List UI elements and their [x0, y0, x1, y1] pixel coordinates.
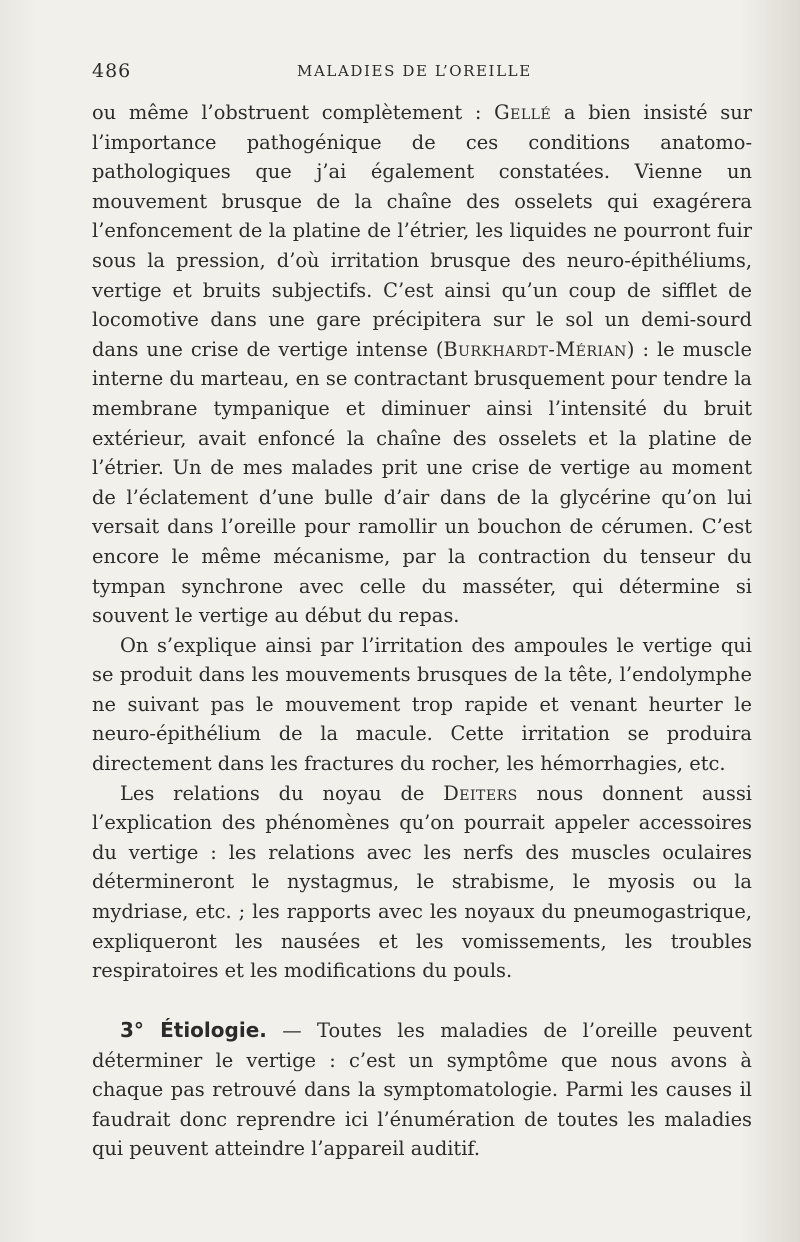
paragraph-1: ou même l’obstruent complètement : Gellé a bien insisté sur l’importance pathogénique de ces conditions anatomo-pathologiques que j’ai également constatées. Vienne un mouvement brusque de la chaîne des osselets qui exagérera l’enfoncement de la platine de l’étrier, les liquides ne pourront fuir sous la pression, d’où irritation brusque des neuro-épithéliums, vertige et bruits subjectifs. C’est ainsi qu’un coup de sifflet de locomotive dans une gare précipitera sur le sol un demi-sourd dans une crise de vertige intense (Burkhardt-Mérian) : le muscle interne du marteau, en se contractant brusquement pour tendre la membrane tympanique et diminuer ainsi l’intensité du bruit extérieur, avait enfoncé la chaîne des osselets et la platine de l’étrier. Un de mes malades prit une crise de vertige au moment de l’éclatement d’une bulle d’air dans de la glycérine qu’on lui versait dans l’oreille pour ramollir un bouchon de cérumen. C’est encore le même mécanisme, par la contraction du tenseur du tympan synchrone avec celle du masséter, qui détermine si souvent le vertige au début du repas. [92, 101, 752, 628]
running-head [92, 60, 752, 90]
section-heading: 3° Étiologie. [120, 1018, 267, 1042]
author-name-gelle: Gellé [494, 101, 552, 124]
page-number: 486 [92, 60, 132, 82]
running-title: MALADIES DE L’OREILLE [297, 62, 532, 80]
section-paragraph: 3° Étiologie. — Toutes les maladies de l’oreille peuvent déterminer le vertige : c’est un symptôme que nous avons à chaque pas retrouvé dans la symptomatologie. Parmi les causes il faudrait donc reprendre ici l’énumération de toutes les maladies qui peuvent atteindre l’appareil auditif. [92, 1018, 752, 1161]
section-etiologie [92, 1016, 752, 1164]
author-name-burkhardt-merian: Burkhardt-Mérian [443, 337, 627, 361]
author-name-deiters: Deiters [443, 781, 518, 805]
paragraph-2: On s’explique ainsi par l’irritation des ampoules le vertige qui se produit dans les mouvements brusques de la tête, l’endolymphe ne suivant pas le mouvement trop rapide et venant heurter le neuro-épithélium de la macule. Cette irritation se produira directement dans les fractures du rocher, les hémorrhagies, etc. [92, 633, 752, 776]
section-text: Toutes les maladies de l’oreille peuvent déterminer le vertige : c’est un symptôme que nous avons à chaque pas retrouvé dans la symptomatologie. Parmi les causes il faudrait donc reprendre ici l’énumération de toutes les maladies qui peuvent atteindre l’appareil auditif. [92, 1019, 752, 1161]
body-text [92, 98, 752, 986]
paragraph-3: Les relations du noyau de Deiters nous donnent aussi l’explication des phénomènes qu’on pourrait appeler accessoires du vertige : les relations avec les nerfs des muscles oculaires détermineront le nystagmus, le strabisme, le myosis ou la mydriase, etc. ; les rapports avec les noyaux du pneumogastrique, expliqueront les nausées et les vomissements, les troubles respiratoires et les modifications du pouls. [92, 781, 752, 983]
